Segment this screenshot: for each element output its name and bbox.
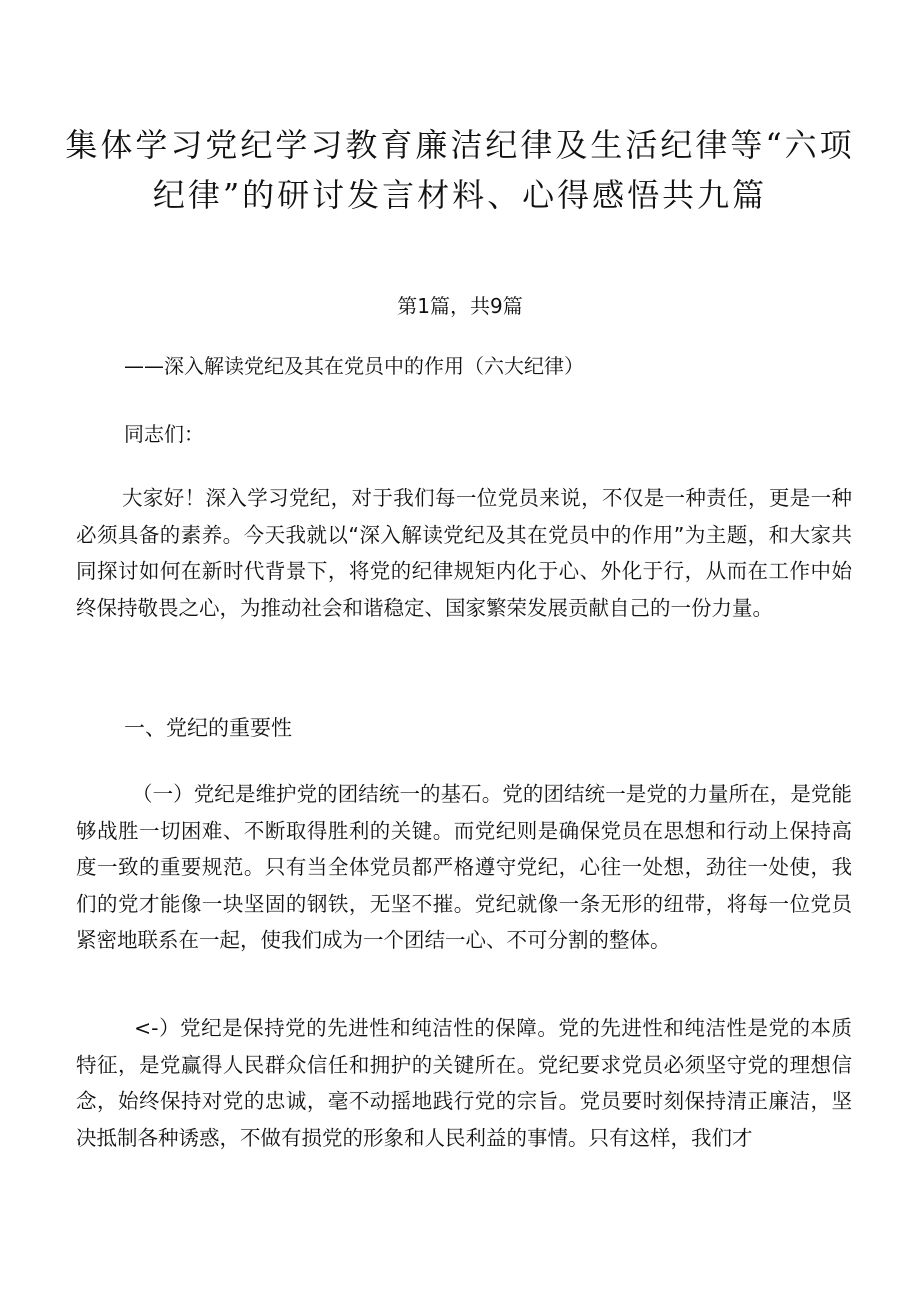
intro-paragraph: 大家好！深入学习党纪，对于我们每一位党员来说，不仅是一种责任，更是一种必须具备的素养。今天我就以“深入解读党纪及其在党员中的作用”为主题，和大家共同探讨如何在新时代背景下，将党的纪律规矩内化于心、外化于行，从而在工作中始终保持敬畏之心，为推动社会和谐稳定、国家繁荣发展贡献自己的一份力量。: [76, 486, 852, 620]
salutation: 同志们：: [124, 422, 204, 446]
section-heading-1: 一、党纪的重要性: [124, 716, 292, 740]
paragraph-point-2: <-）党纪是保持党的先进性和纯洁性的保障。党的先进性和纯洁性是党的本质特征，是党赢得人民群众信任和拥护的关键所在。党纪要求党员必须坚守党的理想信念，始终保持对党的忠诚，毫不动摇地践行党的宗旨。党员要时刻保持清正廉洁，坚决抵制各种诱惑，不做有损党的形象和人民利益的事情。只有这样，我们才: [76, 1016, 852, 1150]
document-subtitle: ——深入解读党纪及其在党员中的作用（六大纪律）: [124, 354, 584, 378]
document-title: 集体学习党纪学习教育廉洁纪律及生活纪律等“六项纪律”的研讨发言材料、心得感悟共九篇: [65, 126, 855, 214]
chapter-indicator: 第1篇，共9篇: [397, 294, 523, 318]
paragraph-point-1: （一）党纪是维护党的团结统一的基石。党的团结统一是党的力量所在，是党能够战胜一切困难、不断取得胜利的关键。而党纪则是确保党员在思想和行动上保持高度一致的重要规范。只有当全体党员都严格遵守党纪，心往一处想，劲往一处使，我们的党才能像一块坚固的钢铁，无坚不摧。党纪就像一条无形的纽带，将每一位党员紧密地联系在一起，使我们成为一个团结一心、不可分割的整体。: [76, 782, 852, 952]
